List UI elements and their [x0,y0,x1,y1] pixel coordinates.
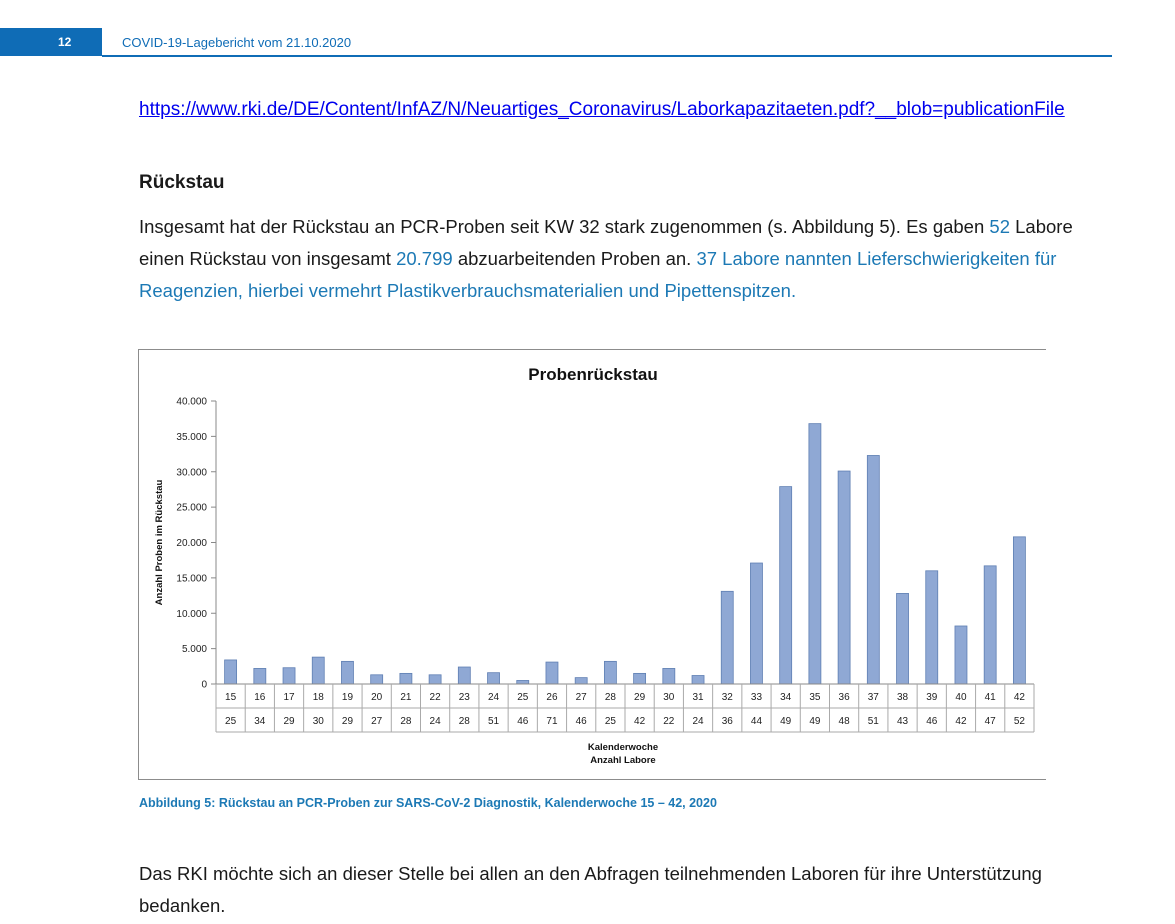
x-tick-label: 16 [254,692,266,703]
bar-kw-32 [721,591,733,684]
bar-kw-42 [1013,537,1025,684]
x-tick-label: 36 [838,692,850,703]
x-tick-label: 28 [604,692,616,703]
bar-kw-30 [663,668,675,684]
labs-count-label: 48 [838,716,850,727]
labs-count-label: 30 [312,716,324,727]
bar-kw-23 [458,667,470,684]
bar-kw-18 [312,657,324,684]
bar-kw-33 [750,563,762,684]
bar-kw-34 [780,487,792,684]
x-tick-label: 15 [225,692,237,703]
x-tick-label: 23 [458,692,470,703]
labs-count-label: 49 [809,716,821,727]
x-tick-label: 17 [283,692,295,703]
labs-count-label: 28 [400,716,412,727]
labs-count-label: 43 [896,716,909,727]
labs-count-label: 25 [604,716,616,727]
labs-count-label: 51 [867,716,879,727]
x-tick-label: 29 [634,692,646,703]
page-number-badge [0,28,102,56]
bar-kw-19 [341,661,353,684]
x-tick-label: 21 [400,692,412,703]
bar-kw-26 [546,662,558,684]
y-axis-label: Anzahl Proben im Rückstau [154,479,165,606]
bar-kw-27 [575,678,587,684]
samples-total: 20.799 [396,248,453,269]
labs-count-label: 25 [225,716,237,727]
labs-count-label: 42 [634,716,646,727]
x-tick-label: 41 [984,692,996,703]
para-text-2: Labore einen Rückstau von insgesamt [139,216,1073,269]
bar-kw-35 [809,424,821,684]
labs-count-label: 29 [341,716,354,727]
labs-count: 52 [989,216,1010,237]
x-tick-label: 42 [1013,692,1025,703]
x-tick-label: 37 [867,692,879,703]
x-tick-label: 30 [663,692,675,703]
bar-kw-20 [371,675,383,684]
chart-title: Probenrückstau [528,365,658,384]
supply-issues-text: 37 Labore nannten Lieferschwierigkeiten für Reagenzien, hierbei vermehrt Plastikverbrauchsmaterialien und Pipettenspitzen. [139,248,1057,301]
x-tick-label: 40 [955,692,967,703]
bar-kw-17 [283,668,295,684]
bar-kw-21 [400,673,412,684]
bar-kw-36 [838,471,850,684]
x-tick-label: 39 [926,692,938,703]
y-tick-label: 20.000 [176,538,207,549]
para-text-1: Insgesamt hat der Rückstau an PCR-Proben seit KW 32 stark zugenommen (s. Abbildung 5). Es gaben [139,216,990,237]
bar-kw-15 [225,660,237,684]
x-axis-label-2: Anzahl Labore [590,755,656,766]
lab-capacity-link[interactable]: https://www.rki.de/DE/Content/InfAZ/N/Neuartiges_Coronavirus/Laborkapazitaeten.pdf?__blob=publicationFile [139,99,1065,120]
y-tick-label: 25.000 [176,502,207,514]
y-tick-label: 35.000 [176,431,207,443]
report-title: COVID-19-Lagebericht vom 21.10.2020 [122,35,352,50]
labs-count-label: 49 [780,716,792,727]
y-tick-label: 15.000 [176,573,207,585]
bar-kw-41 [984,566,996,684]
y-tick-label: 10.000 [176,608,207,620]
y-tick-label: 5.000 [181,644,207,656]
labs-count-label: 46 [575,716,587,727]
header-divider [102,55,1112,57]
closing-paragraph: Das RKI möchte sich an dieser Stelle bei allen an den Abfragen teilnehmenden Laboren für ihre Unterstützung bedanken. [139,863,1042,916]
labs-count-label: 47 [984,716,996,727]
x-tick-label: 27 [575,692,587,703]
bar-kw-25 [517,680,529,684]
labs-count-label: 29 [283,716,295,727]
bar-kw-40 [955,626,967,684]
x-tick-label: 32 [721,692,733,703]
para-text-3: abzuarbeitenden Proben an. [452,248,697,269]
x-tick-label: 31 [692,692,704,703]
x-axis-label: Kalenderwoche [587,742,659,753]
bar-kw-37 [867,455,879,684]
x-tick-label: 38 [896,692,909,703]
y-tick-label: 30.000 [176,467,207,479]
x-tick-label: 34 [780,692,792,703]
labs-count-label: 27 [371,716,383,727]
bar-kw-16 [254,668,266,684]
x-tick-label: 20 [371,692,383,703]
labs-count-label: 71 [546,716,558,727]
backlog-chart [138,349,1046,780]
labs-count-label: 34 [254,716,266,727]
page-number: 12 [58,35,72,49]
x-tick-label: 35 [809,692,821,703]
bar-kw-39 [926,571,938,684]
backlog-chart-svg [139,350,1047,781]
labs-count-label: 52 [1013,716,1025,727]
bar-kw-24 [488,673,500,684]
bar-kw-22 [429,675,441,684]
labs-count-label: 46 [926,716,938,727]
section-heading: Rückstau [139,172,225,193]
x-tick-label: 24 [487,692,500,703]
x-tick-label: 26 [546,692,558,703]
labs-count-label: 24 [692,716,704,727]
bar-kw-31 [692,676,704,684]
x-tick-label: 18 [312,692,324,703]
bar-kw-38 [897,593,909,684]
x-tick-label: 19 [341,692,354,703]
labs-count-label: 44 [750,716,763,727]
y-tick-label: 40.000 [176,396,207,408]
x-tick-label: 22 [429,692,441,703]
x-tick-label: 25 [517,692,529,703]
labs-count-label: 22 [663,716,675,727]
labs-count-label: 28 [458,716,470,727]
backlog-paragraph [139,211,1089,307]
figure-caption: Abbildung 5: Rückstau an PCR-Proben zur SARS-CoV-2 Diagnostik, Kalenderwoche 15 – 42, 2020 [139,796,717,810]
labs-count-label: 51 [487,716,500,727]
x-tick-label: 33 [750,692,763,703]
y-tick-label: 0 [201,679,207,691]
labs-count-label: 42 [955,716,967,727]
labs-count-label: 46 [517,716,529,727]
bar-kw-29 [634,673,646,684]
labs-count-label: 24 [429,716,441,727]
bar-kw-28 [604,661,616,684]
labs-count-label: 36 [721,716,733,727]
